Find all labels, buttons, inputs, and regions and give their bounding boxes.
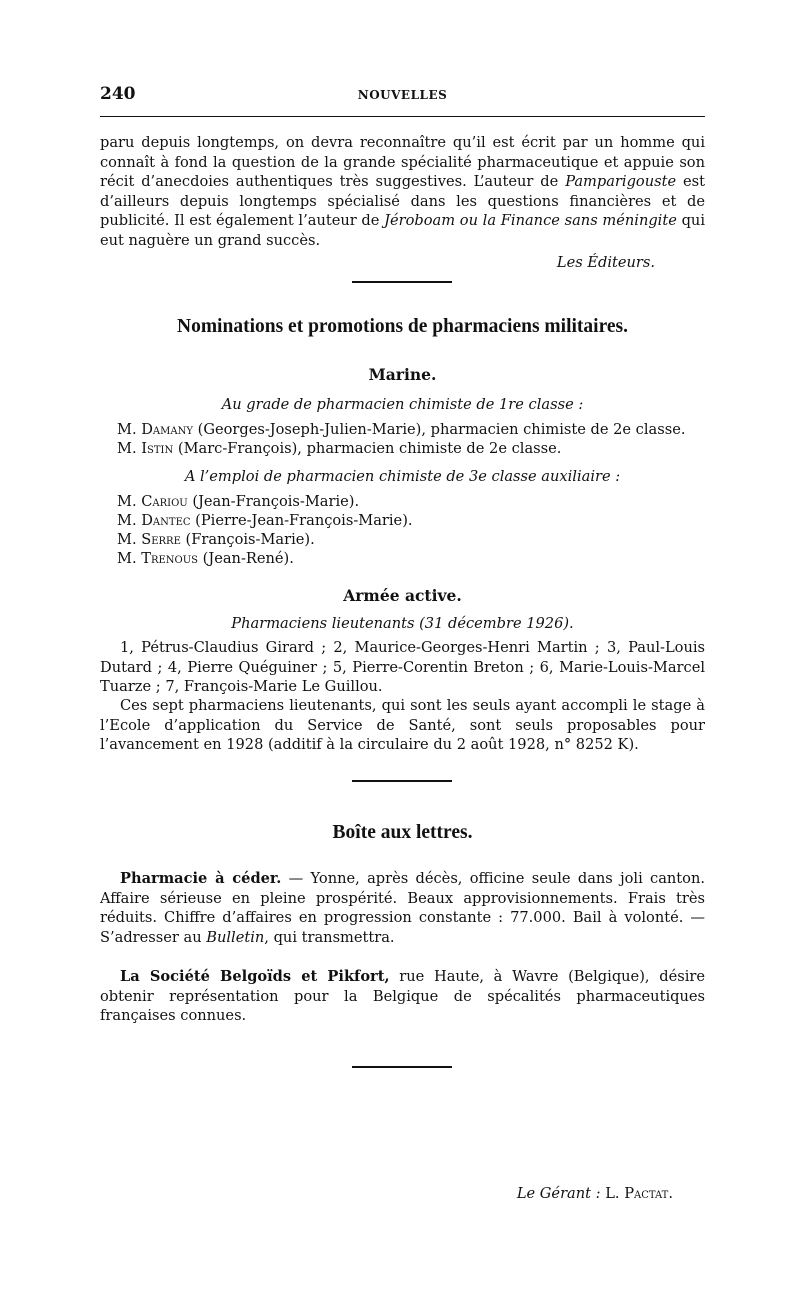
page-number: 240 <box>100 84 136 104</box>
heading-armee-active: Armée active. <box>343 586 462 605</box>
intro-paragraph <box>100 133 705 250</box>
list-item: M. Trenous (Jean-René). <box>117 550 294 567</box>
running-title: NOUVELLES <box>357 88 448 102</box>
subheading-lieutenants: Pharmaciens lieutenants (31 décembre 1926). <box>231 615 574 632</box>
page-header <box>100 84 705 106</box>
section-divider <box>352 1066 452 1068</box>
marine-list-2 <box>117 492 722 568</box>
section-divider <box>352 281 452 283</box>
ad-lead: La Société Belgoïds et Pikfort, <box>120 968 390 985</box>
section-title-boite: Boîte aux lettres. <box>332 822 473 843</box>
footer-gerant <box>100 1184 705 1203</box>
lieutenants-list: 1, Pétrus-Claudius Girard ; 2, Maurice-Georges-Henri Martin ; 3, Paul-Louis Dutard ; 4, Pierre Quéguiner ; 5, Pierre-Corentin Breton ; 6, Marie-Louis-Marcel Tuarze ; 7, François-Marie Le Guillou. <box>100 639 705 695</box>
bulletin-ref: Bulletin <box>206 928 265 946</box>
intro-text-2: est d’ailleurs depuis longtemps spécialisé dans les questions financières et de publicité. Il est également l’auteur de <box>100 173 705 229</box>
ad-pharmacie: Pharmacie à céder. — Yonne, après décès, officine seule dans joli canton. Affaire sérieuse en pleine prospérité. Beaux approvisionnements. Frais très réduits. Chiffre d’affaires en progression constante : 77.000. Bail à volonté. — S’adresser au Bulletin, qui transmettra. <box>100 870 705 946</box>
list-item: M. Istin (Marc-François), pharmacien chimiste de 2e classe. <box>117 440 562 457</box>
section-divider <box>352 780 452 782</box>
intro-text-3: qui eut naguère un grand succès. <box>100 212 705 249</box>
grade-heading-2: A l’emploi de pharmacien chimiste de 3e classe auxiliaire : <box>184 468 621 485</box>
grade-heading-1: Au grade de pharmacien chimiste de 1re classe : <box>221 396 584 413</box>
header-rule <box>100 116 705 117</box>
intro-text-1: paru depuis longtemps, on devra reconnaître qu’il est écrit par un homme qui connaît à fond la question de la grande spécialité pharmaceutique et appuie son récit d’anecdoies authentiques très suggestives. L’auteur de <box>100 134 705 190</box>
editors-signature: Les Éditeurs. <box>556 254 655 271</box>
gerant-name: L. Pactat. <box>605 1185 673 1202</box>
lieutenants-note: Ces sept pharmaciens lieutenants, qui sont les seuls ayant accompli le stage à l’Ecole d’application du Service de Santé, sont seuls proposables pour l’avancement en 1928 (additif à la circulaire du 2 août 1928, n° 8252 K). <box>100 697 705 753</box>
marine-list-1 <box>117 420 722 458</box>
heading-marine: Marine. <box>368 365 437 384</box>
section-title-nominations: Nominations et promotions de pharmaciens militaires. <box>176 316 629 337</box>
ad-lead: Pharmacie à céder. <box>120 870 282 887</box>
gerant-label: Le Gérant : <box>516 1185 601 1202</box>
list-item: M. Cariou (Jean-François-Marie). <box>117 493 360 510</box>
list-item: M. Serre (François-Marie). <box>117 531 315 548</box>
book-title-jeroboam: Jéroboam ou la Finance sans méningite <box>384 212 677 229</box>
list-item: M. Damany (Georges-Joseph-Julien-Marie), pharmacien chimiste de 2e classe. <box>117 421 686 438</box>
ad-societe: La Société Belgoïds et Pikfort, rue Haute, à Wavre (Belgique), désire obtenir représentation pour la Belgique de spécalités pharmaceutiques françaises connues. <box>100 968 705 1024</box>
list-item: M. Dantec (Pierre-Jean-François-Marie). <box>117 512 413 529</box>
book-title-pamparigouste: Pamparigouste <box>565 173 677 190</box>
